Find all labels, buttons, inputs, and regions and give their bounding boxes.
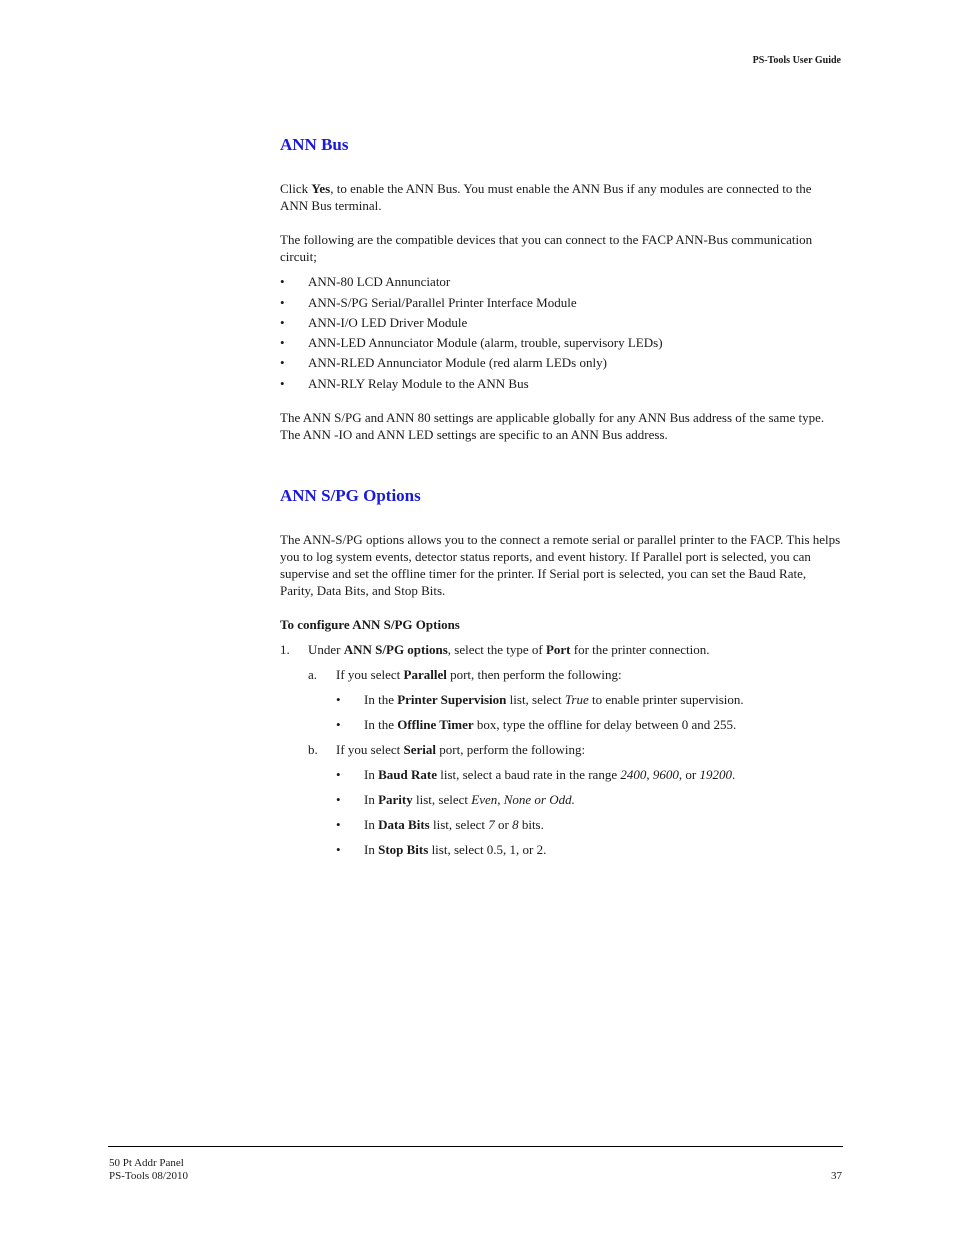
ann-bus-settings-note: The ANN S/PG and ANN 80 settings are applicable globally for any ANN Bus address of the same type. The ANN -IO and ANN LED settings are specific to an ANN Bus address. (280, 410, 825, 442)
footer-doc-date: PS-Tools 08/2010 (109, 1170, 188, 1182)
procedure-title: To configure ANN S/PG Options (280, 617, 460, 632)
ann-bus-devices-intro: The following are the compatible devices that you can connect to the FACP ANN-Bus communication circuit; (280, 232, 813, 264)
page-number: 37 (831, 1170, 842, 1182)
section-heading-ann-spg-options: ANN S/PG Options (280, 486, 421, 505)
section-heading-ann-bus: ANN Bus (280, 135, 349, 154)
ann-spg-intro: The ANN-S/PG options allows you to the connect a remote serial or parallel printer to the FACP. This helps you to log system events, detector status reports, and event history. If Parallel port is selected, you can supervise and set the offline timer for the printer. If Serial port is selected, you can set the Baud Rate, Parity, Data Bits, and Stop Bits. (280, 532, 841, 598)
ann-bus-intro: Click Yes, to enable the ANN Bus. You must enable the ANN Bus if any modules are connected to the ANN Bus terminal. (280, 181, 812, 213)
running-header: PS-Tools User Guide (752, 55, 841, 66)
footer-divider (108, 1146, 843, 1147)
footer-product: 50 Pt Addr Panel (109, 1157, 184, 1169)
